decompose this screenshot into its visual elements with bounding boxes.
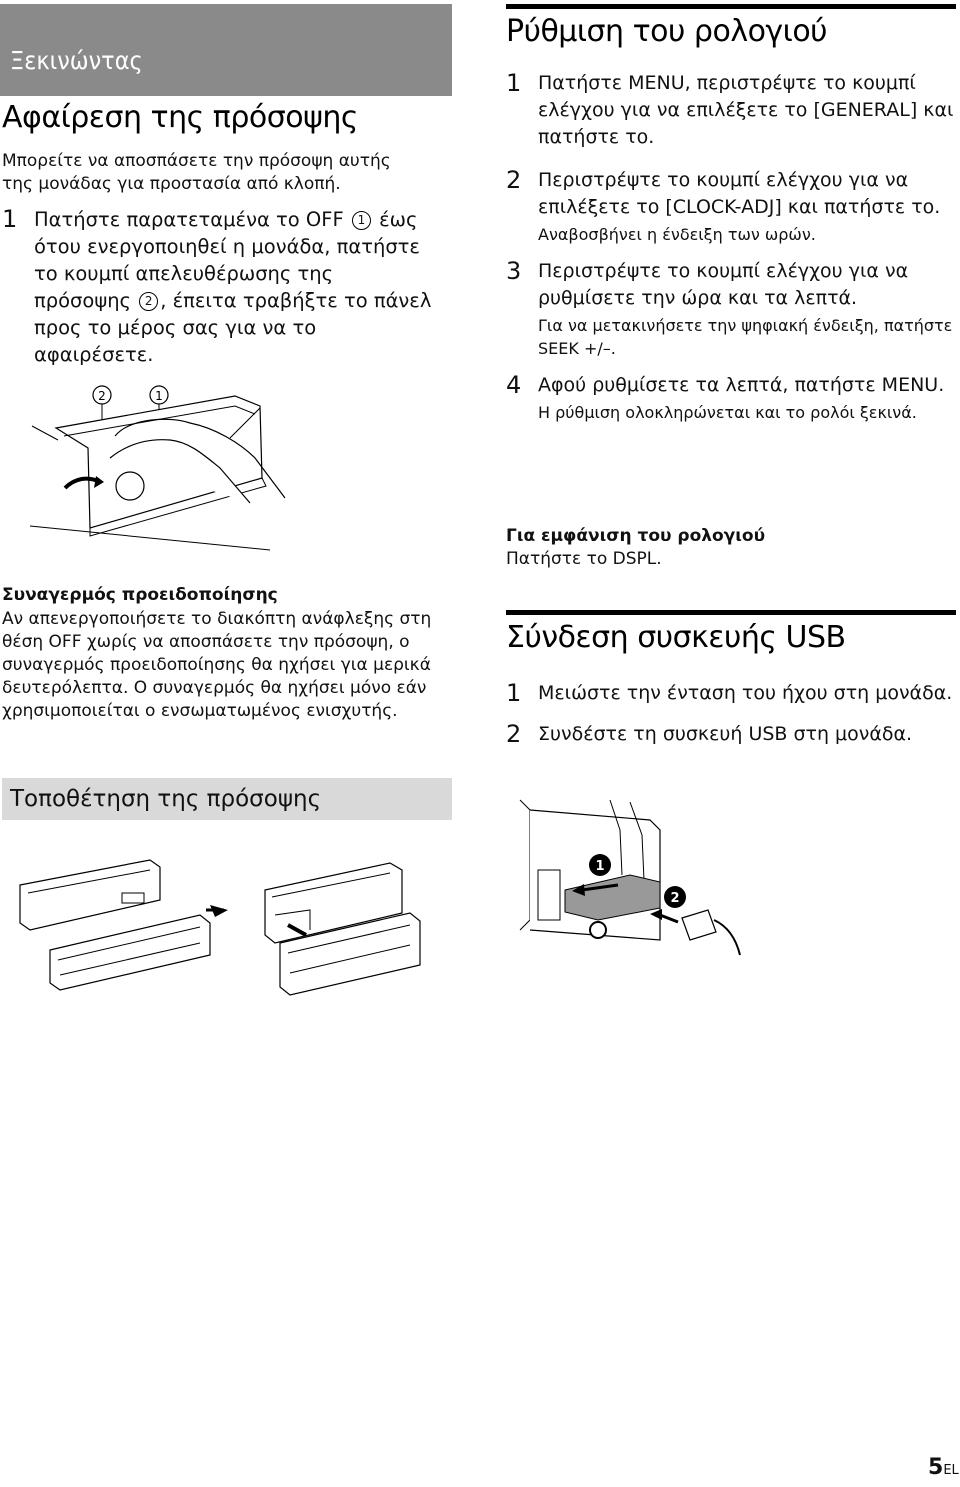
- warning-title: Συναγερμός προειδοποίησης: [2, 585, 278, 605]
- clock-title: Ρύθμιση του ρολογιού: [506, 14, 828, 49]
- step-note: Αναβοσβήνει η ένδειξη των ωρών.: [538, 225, 816, 244]
- marker-1: 1: [352, 211, 371, 230]
- section-label-bar: [0, 4, 452, 96]
- illus-label-2: 2: [98, 389, 106, 403]
- clock-step-4: [506, 372, 956, 424]
- clock-step-3: [506, 258, 956, 360]
- clock-title-rule: [506, 4, 956, 9]
- step-body: [538, 372, 944, 424]
- display-clock-title: Για εμφάνιση του ρολογιού: [506, 526, 766, 546]
- step-text: Αφού ρυθμίσετε τα λεπτά, πατήστε MENU.: [538, 374, 945, 396]
- remove-panel-illustration: [30, 378, 300, 553]
- remove-panel-intro: Μπορείτε να αποσπάσετε την πρόσοψη αυτής της μονάδας για προστασία από κλοπή.: [2, 151, 391, 194]
- usb-title: Σύνδεση συσκευής USB: [506, 620, 846, 655]
- step-text: Μειώστε την ένταση του ήχου στη μονάδα.: [538, 682, 953, 704]
- usb-step-1: [506, 680, 956, 707]
- page-number: [928, 1455, 959, 1480]
- marker-2: 2: [139, 292, 158, 311]
- step-number: 2: [506, 720, 522, 748]
- attach-panel-title: Τοποθέτηση της πρόσοψης: [10, 786, 322, 812]
- step-text: Πατήστε MENU, περιστρέψτε το κουμπί ελέγχου για να επιλέξετε το [GENERAL] και πατήστε το.: [538, 72, 954, 148]
- step-number: 3: [506, 257, 522, 285]
- step-text: [34, 206, 432, 368]
- step-number: 1: [506, 69, 522, 97]
- usb-label-1: 1: [595, 859, 605, 874]
- usb-title-rule: [506, 610, 956, 615]
- step-number: 1: [506, 679, 522, 707]
- clock-step-2: [506, 167, 956, 246]
- usb-steps: [506, 680, 956, 748]
- usb-step-2: [506, 721, 956, 748]
- step-text: Συνδέστε τη συσκευή USB στη μονάδα.: [538, 723, 913, 745]
- step-text-b: έως ότου ενεργοποιηθεί η μονάδα, πατήστε το κουμπί απελευθέρωσης της πρόσοψης: [34, 208, 420, 312]
- step-body: [538, 258, 956, 360]
- remove-panel-title: Αφαίρεση της πρόσοψης: [2, 100, 359, 135]
- page-number-value: 5: [928, 1455, 944, 1480]
- step-number: 2: [506, 166, 522, 194]
- display-clock-text: Πατήστε το DSPL.: [506, 549, 662, 569]
- attach-panel-illustration: [10, 855, 460, 1045]
- step-body: [538, 167, 956, 246]
- step-text-a: Πατήστε παρατεταμένα το OFF: [34, 208, 344, 231]
- page-number-suffix: EL: [943, 1463, 959, 1478]
- section-label: Ξεκινώντας: [10, 46, 143, 75]
- clock-steps: [506, 70, 956, 424]
- step-text-c: , έπειτα τραβήξτε το πάνελ προς το μέρος σας για να το αφαιρέσετε.: [34, 289, 432, 366]
- usb-label-2: 2: [670, 891, 680, 906]
- illus-label-1: 1: [155, 389, 163, 403]
- remove-step-1: [2, 206, 432, 368]
- attach-panel-header: [2, 778, 452, 820]
- step-text: Περιστρέψτε το κουμπί ελέγχου για να ρυθμίσετε την ώρα και τα λεπτά.: [538, 260, 909, 309]
- step-text: Περιστρέψτε το κουμπί ελέγχου για να επιλέξετε το [CLOCK-ADJ] και πατήστε το.: [538, 169, 941, 218]
- step-body: [538, 70, 956, 151]
- usb-connection-illustration: [510, 790, 760, 970]
- step-note: Η ρύθμιση ολοκληρώνεται και το ρολόι ξεκινά.: [538, 403, 917, 422]
- step-number: 4: [506, 371, 522, 399]
- warning-text: Αν απενεργοποιήσετε το διακόπτη ανάφλεξης στη θέση OFF χωρίς να αποσπάσετε την πρόσοψη, ο συναγερμός προειδοποίησης θα ηχήσει για μερικά δευτερόλεπτα. Ο συναγερμός θα ηχήσει μόνο εάν χρησιμοποιείται ο ενσωματωμένος ενισχυτής.: [2, 609, 432, 721]
- clock-step-1: [506, 70, 956, 151]
- step-note: Για να μετακινήσετε την ψηφιακή ένδειξη, πατήστε SEEK +/–.: [538, 316, 953, 358]
- step-number: 1: [2, 205, 18, 233]
